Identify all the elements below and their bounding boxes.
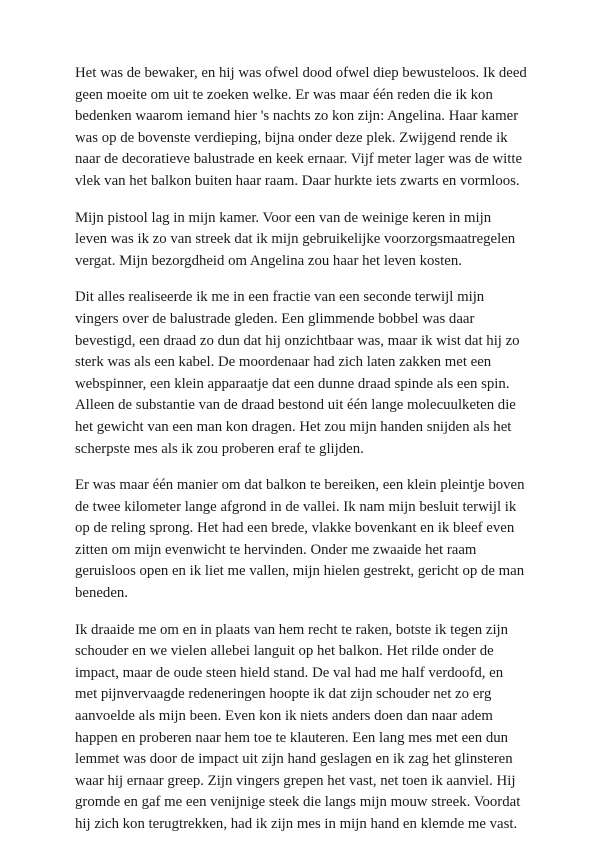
text-line: het gewicht van een man kon dragen. Het zou mijn handen snijden als het — [75, 418, 512, 435]
text-line: aanvoelde als mijn been. Even kon ik niets anders doen dan naar adem — [75, 708, 493, 725]
text-line: lemmet was door de impact uit zijn hand geslagen en ik zag het glinsteren — [75, 751, 513, 768]
text-line: vingers over de balustrade gleden. Een glimmende bobbel was daar — [75, 310, 475, 327]
text-line: de twee kilometer lange afgrond in de vallei. Ik nam mijn besluit terwijl ik — [75, 498, 517, 515]
text-line: op de reling sprong. Het had een brede, vlakke bovenkant en ik bleef even — [75, 520, 515, 537]
text-line: was op de bovenste verdieping, bijna onder deze plek. Zwijgend rende ik — [75, 129, 508, 146]
text-line: Alleen de substantie van de draad bestond uit één lange molecuulketen die — [75, 397, 516, 414]
text-line: scherpste mes als ik zou proberen eraf te glijden. — [75, 440, 364, 457]
text-line: zitten om mijn evenwicht te hervinden. Onder me zwaaide het raam — [75, 541, 477, 558]
text-line: hij zich kon terugtrekken, had ik zijn mes in mijn hand en klemde me vast. — [75, 816, 518, 832]
text-line: bevestigd, een draad zo dun dat hij onzichtbaar was, maar ik wist dat hij zo — [75, 332, 520, 349]
text-line: Het was de bewaker, en hij was ofwel dood ofwel diep bewusteloos. Ik deed — [75, 65, 527, 81]
paragraph-4 — [75, 475, 535, 605]
text-line: beneden. — [75, 585, 128, 602]
text-line: geruisloos open en ik liet me vallen, mijn hielen gestrekt, gericht op de man — [75, 563, 525, 580]
text-line: vlek van het balkon buiten haar raam. Daar hurkte iets zwarts en vormloos. — [75, 172, 520, 189]
text-line: webspinner, een klein apparaatje dat een dunne draad spinde als een spin. — [75, 375, 510, 392]
text-line: met pijnvervaagde redeneringen hoopte ik dat zijn schouder net zo erg — [75, 686, 492, 703]
text-line: gromde en gaf me een venijnige steek die langs mijn mouw streek. Voordat — [75, 794, 521, 811]
document-page — [75, 63, 535, 851]
text-line: naar de decoratieve balustrade en keek ernaar. Vijf meter lager was de witte — [75, 151, 523, 168]
text-line: waar hij ernaar greep. Zijn vingers grepen het vast, net toen ik aanviel. Hij — [75, 772, 516, 789]
text-line: happen en proberen naar hem toe te klauteren. Een lang mes met een dun — [75, 729, 509, 746]
text-line: Er was maar één manier om dat balkon te bereiken, een klein pleintje boven — [75, 477, 525, 494]
text-line: schouder en we vielen allebei languit op het balkon. Het rilde onder de — [75, 643, 494, 660]
paragraph-2 — [75, 208, 535, 273]
paragraph-1 — [75, 63, 535, 193]
text-line: impact, maar de oude steen hield stand. De val had me half verdoofd, en — [75, 664, 504, 681]
paragraph-3 — [75, 287, 535, 460]
paragraph-5 — [75, 620, 535, 836]
text-line: sterk was als een kabel. De moordenaar had zich laten zakken met een — [75, 354, 492, 371]
text-line: leven was ik zo van streek dat ik mijn gebruikelijke voorzorgsmaatregelen — [75, 231, 516, 248]
text-line: Dit alles realiseerde ik me in een fractie van een seconde terwijl mijn — [75, 289, 485, 306]
text-line: bedenken waarom iemand hier 's nachts zo kon zijn: Angelina. Haar kamer — [75, 108, 519, 125]
text-line: Ik draaide me om en in plaats van hem recht te raken, botste ik tegen zijn — [75, 621, 509, 638]
text-line: vergat. Mijn bezorgdheid om Angelina zou haar het leven kosten. — [75, 252, 462, 269]
text-line: Mijn pistool lag in mijn kamer. Voor een van de weinige keren in mijn — [75, 209, 492, 226]
text-line: geen moeite om uit te zoeken welke. Er was maar één reden die ik kon — [75, 86, 493, 103]
